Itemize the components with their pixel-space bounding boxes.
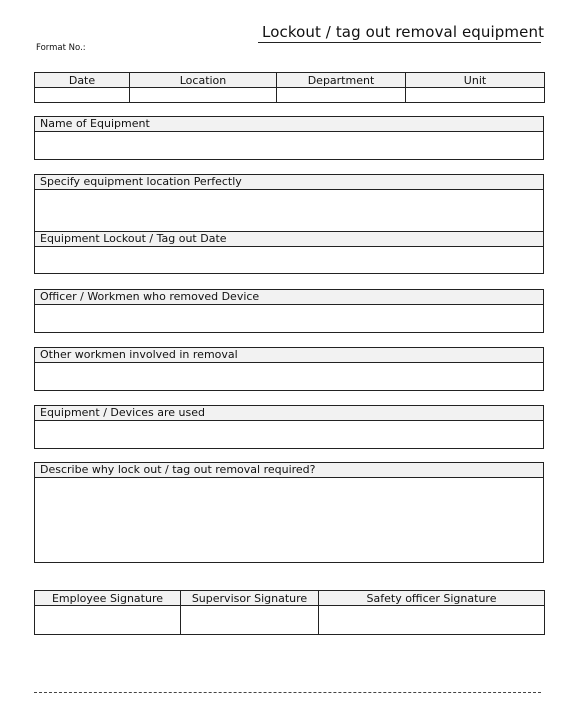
name-of-equipment-field[interactable] <box>35 132 543 159</box>
supervisor-signature-header: Supervisor Signature <box>181 591 319 606</box>
name-of-equipment-label: Name of Equipment <box>35 117 543 132</box>
unit-header: Unit <box>406 73 545 88</box>
footer-divider <box>34 692 541 693</box>
location-field[interactable] <box>130 88 277 103</box>
name-of-equipment-section <box>34 116 544 160</box>
lockout-date-label: Equipment Lockout / Tag out Date <box>35 232 543 247</box>
unit-field[interactable] <box>406 88 545 103</box>
removal-reason-field[interactable] <box>35 478 543 562</box>
info-table-input-row <box>35 88 545 103</box>
department-header: Department <box>277 73 406 88</box>
format-number-label: Format No.: <box>36 43 86 53</box>
signature-table <box>34 590 545 635</box>
officer-workmen-label: Officer / Workmen who removed Device <box>35 290 543 305</box>
lockout-date-field[interactable] <box>35 247 543 273</box>
location-lockout-section <box>34 174 544 274</box>
removal-reason-section <box>34 462 544 563</box>
devices-used-field[interactable] <box>35 421 543 448</box>
supervisor-signature-field[interactable] <box>181 606 319 635</box>
safety-officer-signature-header: Safety officer Signature <box>319 591 545 606</box>
signature-header-row <box>35 591 545 606</box>
form-title: Lockout / tag out removal equipment <box>262 23 545 41</box>
date-field[interactable] <box>35 88 130 103</box>
removal-reason-label: Describe why lock out / tag out removal required? <box>35 463 543 478</box>
info-table-header-row <box>35 73 545 88</box>
title-underline <box>258 42 541 43</box>
other-workmen-section <box>34 347 544 391</box>
signature-input-row <box>35 606 545 635</box>
other-workmen-field[interactable] <box>35 363 543 390</box>
officer-workmen-field[interactable] <box>35 305 543 332</box>
devices-used-section <box>34 405 544 449</box>
employee-signature-header: Employee Signature <box>35 591 181 606</box>
other-workmen-label: Other workmen involved in removal <box>35 348 543 363</box>
equipment-location-label: Specify equipment location Perfectly <box>35 175 543 190</box>
info-table <box>34 72 545 103</box>
department-field[interactable] <box>277 88 406 103</box>
location-header: Location <box>130 73 277 88</box>
date-header: Date <box>35 73 130 88</box>
devices-used-label: Equipment / Devices are used <box>35 406 543 421</box>
officer-workmen-section <box>34 289 544 333</box>
employee-signature-field[interactable] <box>35 606 181 635</box>
equipment-location-field[interactable] <box>35 190 543 231</box>
safety-officer-signature-field[interactable] <box>319 606 545 635</box>
